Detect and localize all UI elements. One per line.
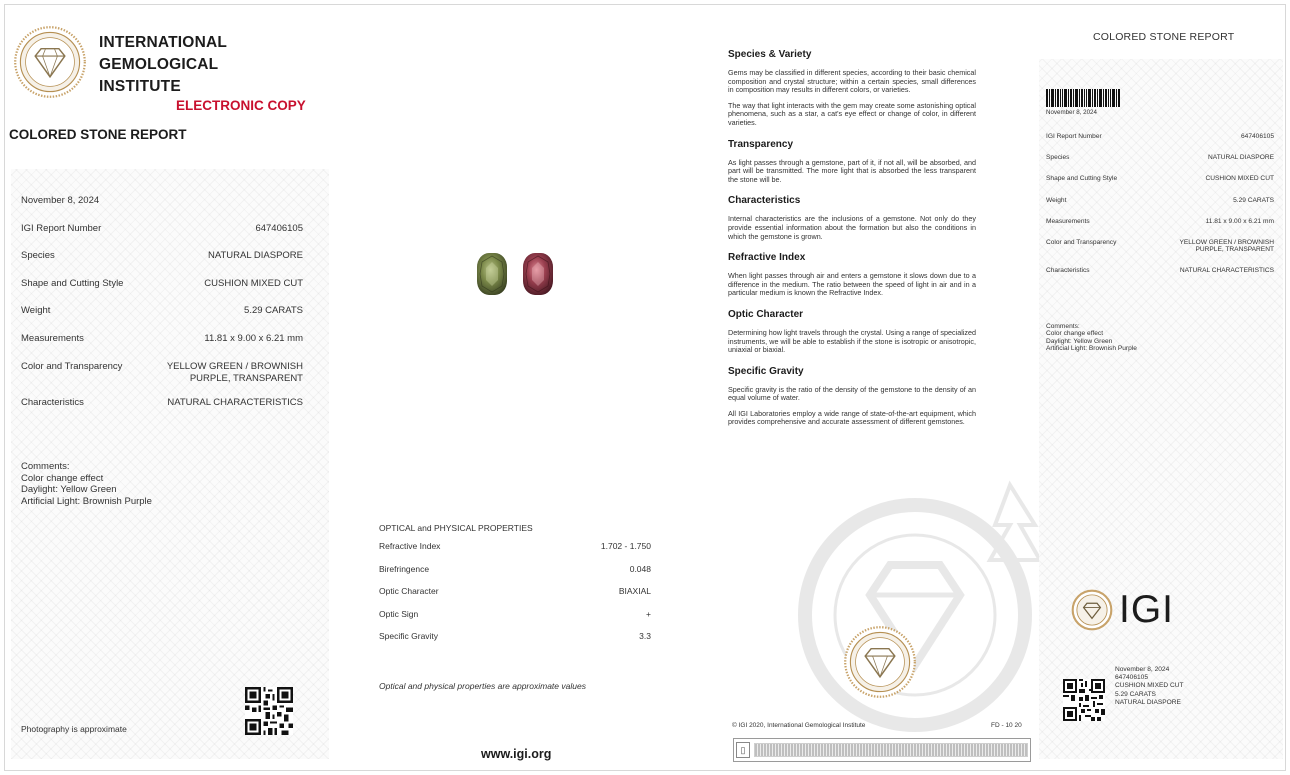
igi-logo-text: IGI [1119, 588, 1175, 631]
comments-block [1046, 323, 1196, 353]
summary-line: CUSHION MIXED CUT [1115, 682, 1184, 690]
optical-label: Optic Sign [379, 608, 419, 619]
field-label: Shape and Cutting Style [21, 277, 124, 289]
glossary-title: Refractive Index [728, 252, 806, 264]
field-row [21, 361, 303, 397]
field-value: NATURAL DIASPORE [1208, 154, 1274, 162]
comments-line: Comments: [1046, 323, 1080, 330]
website-link[interactable]: www.igi.org [481, 747, 552, 761]
report-title: COLORED STONE REPORT [1093, 31, 1235, 43]
comments-line: Daylight: Yellow Green [1046, 337, 1113, 345]
comments-line: Artificial Light: Brownish Purple [1046, 345, 1137, 353]
institute-name-line: INTERNATIONAL [99, 34, 228, 51]
optical-value: 3.3 [639, 631, 651, 642]
field-label: Measurements [21, 332, 84, 344]
comments-line: Artificial Light: Brownish Purple [21, 495, 152, 507]
field-value: CUSHION MIXED CUT [1205, 175, 1274, 183]
document-icon: ▯ [736, 742, 750, 758]
comments-line: Daylight: Yellow Green [21, 484, 117, 495]
optical-value: BIAXIAL [618, 586, 651, 597]
field-label: IGI Report Number [21, 222, 102, 234]
optical-value: 1.702 - 1.750 [600, 541, 651, 551]
photography-note: Photography is approximate [21, 724, 127, 734]
glossary-sections [728, 49, 976, 434]
gem-photo-artificial-light [522, 252, 554, 296]
field-row [21, 397, 303, 425]
field-label: IGI Report Number [1046, 133, 1102, 140]
optical-properties-title: OPTICAL and PHYSICAL PROPERTIES [379, 523, 533, 533]
field-label: Color and Transparency [21, 360, 123, 372]
glossary-title: Species & Variety [728, 49, 812, 60]
glossary-text: Internal characteristics are the inclusions of a gemstone. Not only do they provide essential information about the formation but also the conditions in which the gemstone is grown. [728, 214, 976, 241]
report-panel [5, 5, 335, 771]
comments-block [21, 461, 241, 507]
field-row [21, 250, 303, 278]
gem-photo-daylight [476, 252, 508, 296]
summary-line: NATURAL DIASPORE [1115, 698, 1181, 706]
copyright-text: © IGI 2020, International Gemological Institute [732, 722, 866, 729]
field-value: NATURAL CHARACTERISTICS [1179, 266, 1274, 274]
form-code: FD - 10 20 [991, 722, 1022, 729]
field-row [1046, 197, 1274, 218]
comments-line: Color change effect [1046, 330, 1104, 338]
institute-name [99, 32, 249, 98]
field-value: CUSHION MIXED CUT [204, 277, 303, 289]
field-value: 5.29 CARATS [244, 305, 303, 317]
photo-panel [335, 5, 715, 771]
field-label: Weight [21, 305, 51, 317]
microtext-strip [754, 743, 1028, 757]
comments-line: Comments: [21, 461, 70, 472]
optical-properties [379, 523, 651, 654]
igi-logo [1071, 589, 1174, 631]
field-label: Color and Transparency [1046, 238, 1117, 246]
field-label: Shape and Cutting Style [1046, 175, 1118, 183]
glossary-text: Gems may be classified in different species, according to their basic chemical composition and crystal structure; within a certain species, small differences in composition may results in different colors, or varieties. [728, 68, 976, 95]
field-label: Weight [1046, 196, 1067, 204]
field-row [1046, 267, 1274, 288]
comments-line: Color change effect [21, 472, 104, 484]
glossary-title: Specific Gravity [728, 365, 804, 377]
security-microtext-bar [733, 738, 1031, 762]
report-sheet [4, 4, 1286, 771]
optical-row [379, 564, 651, 587]
optical-row [379, 609, 651, 632]
summary-fields [1046, 133, 1274, 288]
summary-panel [1035, 5, 1286, 771]
glossary-text: The way that light interacts with the gem may create some astonishing optical phenomena, such as a star, a cat's eye effect or change of color, in different varieties. [728, 100, 976, 127]
glossary-text: Specific gravity is the ratio of the density of the gemstone to the density of an equal volume of water. [728, 384, 976, 403]
igi-watermark-icon [795, 465, 1055, 745]
electronic-copy-label: ELECTRONIC COPY [176, 98, 306, 113]
field-label: Species [21, 250, 55, 262]
glossary-text: Determining how light travels through the crystal. Using a range of specialized instruments, we will be able to establish if the stone is isotropic or anisotropic, uniaxial or biaxial. [728, 327, 976, 355]
qr-code-icon[interactable] [245, 687, 293, 735]
igi-seal-icon [1071, 589, 1113, 631]
glossary-panel [715, 5, 1035, 771]
glossary-title: Optic Character [728, 308, 804, 320]
field-value: 647406105 [255, 222, 303, 234]
field-row [1046, 239, 1274, 267]
optical-value: + [646, 608, 651, 619]
field-label: Species [1046, 154, 1070, 162]
field-label: Characteristics [21, 396, 84, 408]
field-row [21, 278, 303, 306]
institute-name-line: GEMOLOGICAL [99, 56, 219, 73]
glossary-text: As light passes through a gemstone, part of it, if not all, will be absorbed, and part will be transmitted. The more light that is absorbed the less transparent the stone will be. [728, 157, 976, 184]
field-row [1046, 154, 1274, 175]
optical-row [379, 541, 651, 564]
optical-row [379, 586, 651, 609]
field-value: 647406105 [1240, 133, 1274, 140]
optical-label: Birefringence [379, 563, 430, 574]
report-date: November 8, 2024 [1046, 109, 1097, 116]
field-value: NATURAL CHARACTERISTICS [167, 396, 303, 408]
glossary-text: When light passes through air and enters a gemstone it slows down due to a difference in the medium. The ratio between the speed of light in air and in a particular medium is known the Refractive Index. [728, 271, 976, 298]
field-row [1046, 175, 1274, 196]
field-label: Characteristics [1046, 266, 1090, 274]
barcode-icon [1046, 89, 1120, 107]
report-date: November 8, 2024 [21, 195, 100, 206]
qr-code-icon[interactable] [1063, 679, 1105, 721]
summary-line: 647406105 [1115, 674, 1149, 682]
field-row [1046, 133, 1274, 154]
field-value: YELLOW GREEN / BROWNISH PURPLE, TRANSPARENT [1179, 238, 1274, 254]
mini-summary [1115, 666, 1184, 707]
optical-label: Optic Character [379, 586, 439, 597]
field-row [1046, 218, 1274, 239]
field-value: YELLOW GREEN / BROWNISH PURPLE, TRANSPARENT [166, 360, 303, 384]
glossary-text: All IGI Laboratories employ a wide range of state-of-the-art equipment, which provides comprehensive and accurate assessment of different gemstones. [728, 408, 976, 427]
field-value: NATURAL DIASPORE [207, 250, 303, 262]
report-title: COLORED STONE REPORT [9, 127, 187, 142]
igi-seal-icon [843, 625, 917, 699]
field-label: Measurements [1046, 217, 1090, 225]
field-row [21, 333, 303, 361]
field-value: 5.29 CARATS [1233, 196, 1274, 204]
field-row [21, 223, 303, 251]
institute-name-line: INSTITUTE [99, 78, 181, 95]
glossary-title: Transparency [728, 138, 794, 150]
igi-seal-icon [13, 25, 87, 99]
summary-line: 5.29 CARATS [1115, 690, 1156, 698]
optical-value: 0.048 [629, 563, 651, 574]
optical-label: Refractive Index [379, 541, 441, 551]
glossary-title: Characteristics [728, 195, 801, 207]
field-value: 11.81 x 9.00 x 6.21 mm [1205, 217, 1274, 225]
field-value: 11.81 x 9.00 x 6.21 mm [204, 332, 303, 344]
optical-row [379, 631, 651, 654]
field-row [21, 305, 303, 333]
summary-line: November 8, 2024 [1115, 666, 1170, 673]
optical-note: Optical and physical properties are approximate values [379, 681, 586, 691]
report-fields [21, 195, 303, 424]
optical-label: Specific Gravity [379, 631, 439, 642]
